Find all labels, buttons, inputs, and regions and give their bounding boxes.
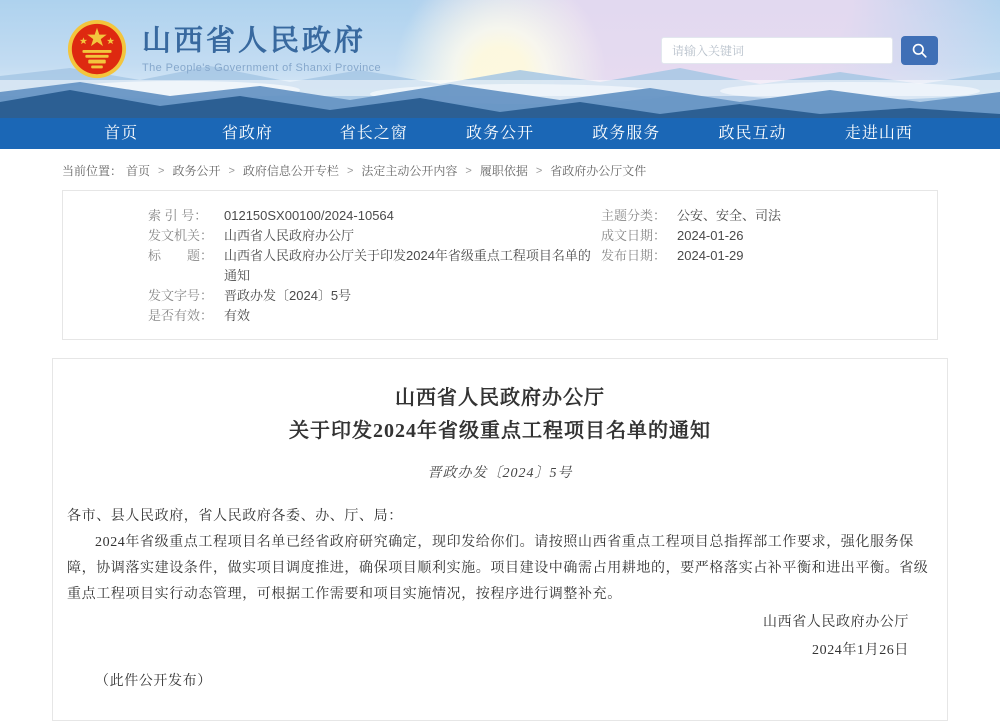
meta-value: 晋政办发〔2024〕5号 [224,288,352,303]
document-title-line1: 山西省人民政府办公厅 [395,387,605,409]
breadcrumb-separator: > [465,164,472,177]
breadcrumb-separator: > [535,164,543,177]
nav-item-public-interaction[interactable]: 政民互动 [718,125,787,142]
site-logo[interactable] [66,18,381,80]
breadcrumb-link-statutory-content[interactable]: 法定主动公开内容 [361,164,458,178]
publication-note: （此件公开发布） [95,674,212,689]
nav-item-gov-services[interactable]: 政务服务 [592,125,661,142]
document-number: 晋政办发〔2024〕5号 [427,466,573,481]
meta-row-index-number [63,206,601,226]
nav-item-home[interactable]: 首页 [104,125,139,142]
search-icon [911,42,928,59]
meta-row-publish-date [601,246,937,266]
meta-label: 是否有效： [148,308,214,323]
breadcrumb-link-gov-disclosure[interactable]: 政务公开 [172,164,221,178]
meta-row-document-number [63,286,601,306]
meta-row-written-date [601,226,937,246]
national-emblem-icon [66,18,128,80]
signature-org: 山西省人民政府办公厅 [763,615,909,630]
meta-row-issuing-agency [63,226,601,246]
site-subtitle: The People's Government of Shanxi Province [142,62,382,74]
document-title-line2: 关于印发2024年省级重点工程项目名单的通知 [289,420,711,442]
meta-value: 有效 [224,308,251,323]
document-content [52,358,948,721]
breadcrumb-link-office-documents[interactable]: 省政府办公厅文件 [550,164,647,178]
meta-label: 主题分类： [601,208,667,223]
signature-date: 2024年1月26日 [812,643,909,658]
meta-label: 成文日期： [601,228,667,243]
breadcrumb-link-info-column[interactable]: 政府信息公开专栏 [242,164,339,178]
header-banner [0,0,1000,118]
meta-value: 2024-01-26 [677,228,744,243]
breadcrumb-separator: > [346,164,354,177]
metadata-left-column [63,206,601,326]
document-metadata [62,190,938,340]
breadcrumb-label: 当前位置： [62,164,123,178]
meta-value: 2024-01-29 [677,248,744,263]
salutation: 各市、县人民政府，省人民政府各委、办、厅、局： [67,509,403,524]
breadcrumb-link-duty-basis[interactable]: 履职依据 [479,164,528,178]
breadcrumb-separator: > [158,164,165,177]
document-body [67,504,933,608]
metadata-right-column [601,206,937,326]
meta-label: 标 题： [148,248,214,263]
meta-row-validity [63,306,601,326]
meta-value: 公安、安全、司法 [677,208,782,223]
nav-item-gov-disclosure[interactable]: 政务公开 [465,125,534,142]
meta-value: 012150SX00100/2024-10564 [224,208,394,223]
meta-row-title [63,246,601,286]
search-button[interactable] [901,36,938,65]
meta-value: 山西省人民政府办公厅关于印发2024年省级重点工程项目名单的通知 [224,248,591,283]
search-area [661,36,938,65]
nav-item-provincial-government[interactable]: 省政府 [221,125,273,142]
meta-row-theme-category [601,206,937,226]
breadcrumb [62,162,938,179]
nav-item-discover-shanxi[interactable]: 走进山西 [844,125,913,142]
meta-label: 发文字号： [148,288,214,303]
search-input[interactable] [661,37,893,64]
body-paragraph: 2024年省级重点工程项目名单已经省政府研究确定，现印发给你们。请按照山西省重点工程项目总指挥部工作要求，强化服务保障，协调落实建设条件，做实项目调度推进，确保项目顺利实施。项目建设中确需占用耕地的，要严格落实占补平衡和进出平衡。省级重点工程项目实行动态管理，可根据工作需要和项目实施情况，按程序进行调整补充。 [67,535,929,602]
nav-item-governor-window[interactable]: 省长之窗 [339,125,408,142]
meta-value: 山西省人民政府办公厅 [224,228,355,243]
breadcrumb-separator: > [228,164,235,177]
main-nav [0,118,1000,149]
meta-label: 发文机关： [148,228,214,243]
meta-label: 发布日期： [601,248,667,263]
meta-label: 索 引 号： [148,208,208,223]
breadcrumb-link-home[interactable]: 首页 [126,164,151,178]
site-title: 山西省人民政府 [142,25,367,57]
